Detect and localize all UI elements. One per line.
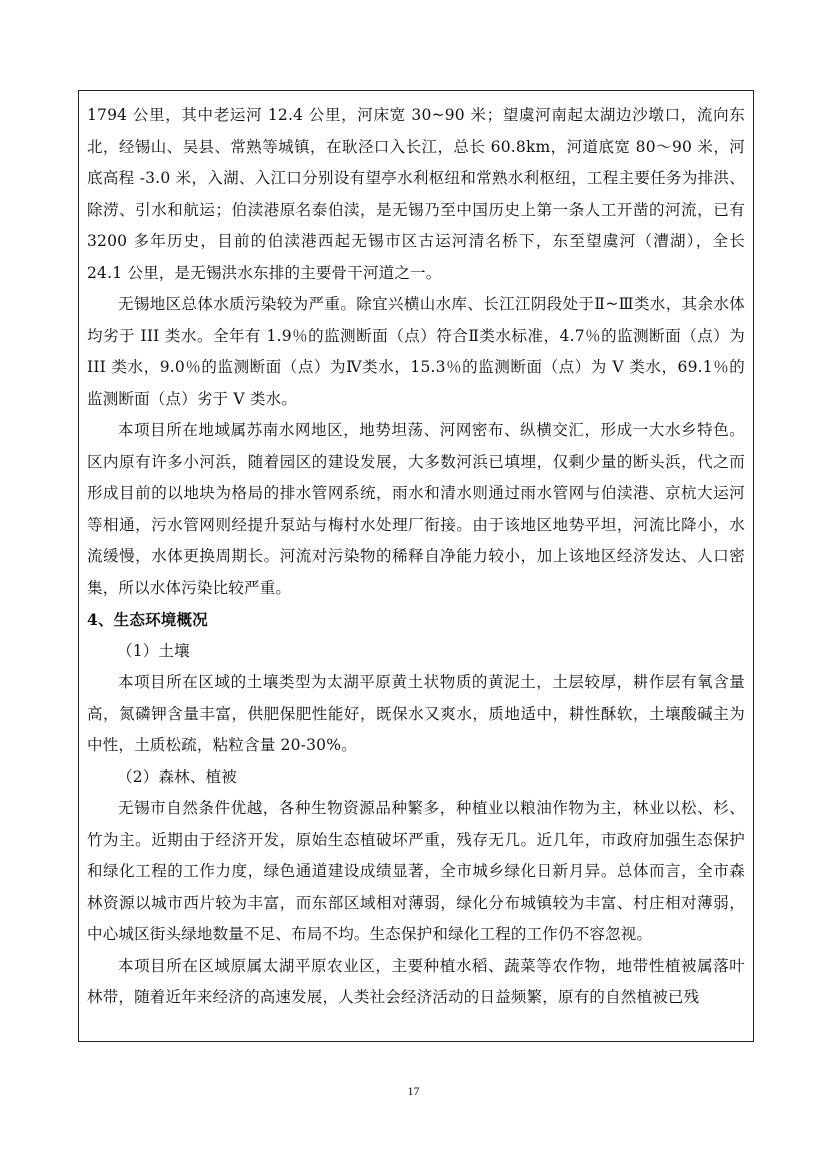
paragraph-water-network: 本项目所在地域属苏南水网地区，地势坦荡、河网密布、纵横交汇，形成一大水乡特色。区内原有许多小河浜，随着园区的建设发展，大多数河浜已填埋，仅剩少量的断头浜，代之而形成目前的以地块为格局的排水管网系统，雨水和清水则通过雨水管网与伯渎港、京杭大运河等相通，污水管网则经提升泵站与梅村水处理厂衔接。由于该地区地势平坦，河流比降小，水流缓慢，水体更换周期长。河流对污染物的稀释自净能力较小，加上该地区经济发达、人口密集，所以水体污染比较严重。 xyxy=(87,421,745,597)
paragraph-vegetation: 本项目所在区域原属太湖平原农业区，主要种植水稻、蔬菜等农作物，地带性植被属落叶林带，随着近年来经济的高速发展，人类社会经济活动的日益频繁，原有的自然植被已残 xyxy=(87,956,745,1006)
subheading-forest: （2）森林、植被 xyxy=(117,767,237,786)
paragraph-rivers: 1794 公里，其中老运河 12.4 公里，河床宽 30~90 米；望虞河南起太湖边沙墩口，流向东北，经锡山、吴县、常熟等城镇，在耿泾口入长江，总长 60.8km，河道底宽 80～90 米，河底高程 -3.0 米，入湖、入江口分别设有望亭水利枢纽和常熟水利枢纽，工程主要任务为排洪、除涝、引水和航运；伯渎港原名泰伯渎，是无锡乃至中国历史上第一条人工开凿的河流，已有 3200 多年历史，目前的伯渎港西起无锡市区古运河清名桥下，东至望虞河（漕湖），全长 24.1 公里，是无锡洪水东排的主要骨干河道之一。 xyxy=(87,106,745,282)
document-frame xyxy=(78,90,754,1042)
paragraph-forest: 无锡市自然条件优越，各种生物资源品种繁多，种植业以粮油作物为主，林业以松、杉、竹为主。近期由于经济开发，原始生态植破坏严重，残存无几。近几年，市政府加强生态保护和绿化工程的工作力度，绿色通道建设成绩显著，全市城乡绿化日新月异。总体而言，全市森林资源以城市西片较为丰富，而东部区域相对薄弱，绿化分布城镇较为丰富、村庄相对薄弱，中心城区街头绿地数量不足、布局不均。生态保护和绿化工程的工作仍不容忽视。 xyxy=(87,799,745,943)
paragraph-water-quality: 无锡地区总体水质污染较为严重。除宜兴横山水库、长江江阴段处于Ⅱ~Ⅲ类水，其余水体均劣于 III 类水。全年有 1.9％的监测断面（点）符合Ⅱ类水标准，4.7％的监测断面（点）为 III 类水，9.0％的监测断面（点）为Ⅳ类水，15.3％的监测断面（点）为 V 类水，69.1％的监测断面（点）劣于 V 类水。 xyxy=(87,295,745,408)
subheading-soil: （1）土壤 xyxy=(117,641,190,660)
page-number: 17 xyxy=(407,1084,420,1098)
document-body xyxy=(87,90,745,1014)
paragraph-soil: 本项目所在区域的土壤类型为太湖平原黄土状物质的黄泥土，土层较厚，耕作层有氧含量高，氮磷钾含量丰富，供肥保肥性能好，既保水又爽水，质地适中，耕性酥软，土壤酸碱主为中性，土质松疏，粘粒含量 20-30%。 xyxy=(87,673,745,754)
section-heading-ecology: 4、生态环境概况 xyxy=(87,610,208,629)
